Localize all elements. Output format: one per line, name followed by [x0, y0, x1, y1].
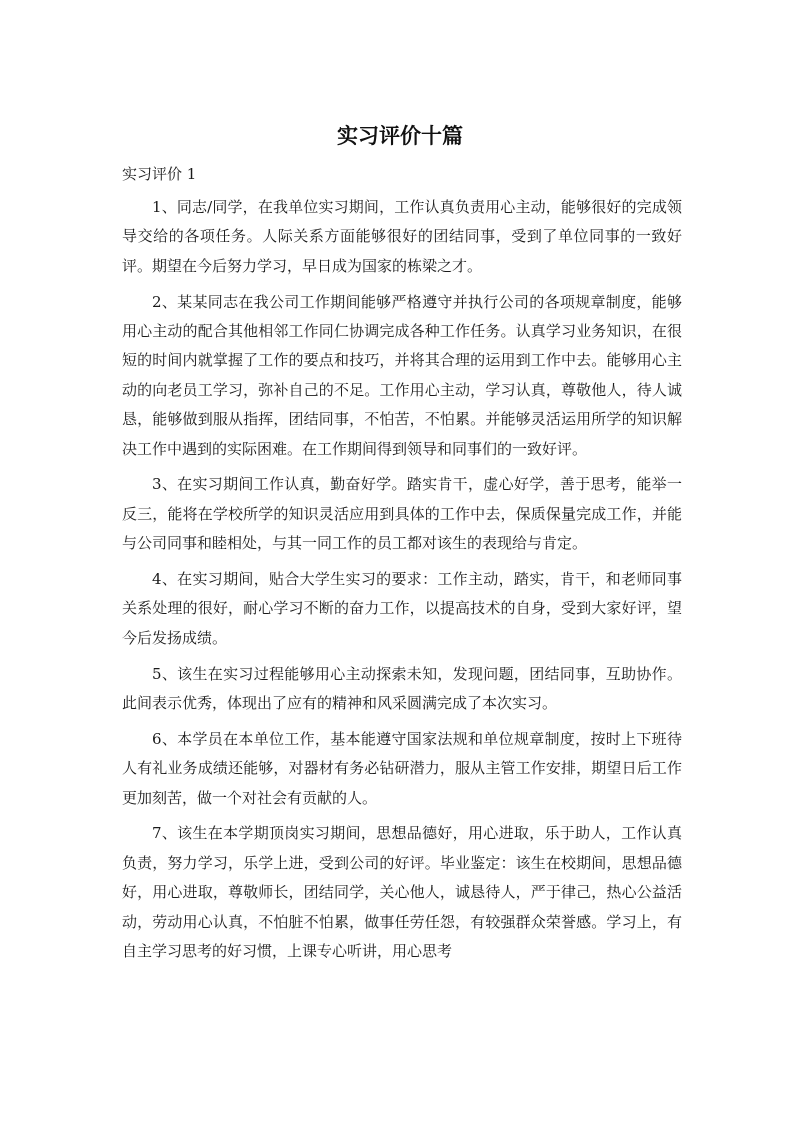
paragraph-5: 5、该生在实习过程能够用心主动探索未知，发现问题，团结同事，互助协作。此间表示优秀，体现出了应有的精神和风采圆满完成了本次实习。 [122, 664, 682, 713]
paragraph-1: 1、同志/同学，在我单位实习期间，工作认真负责用心主动，能够很好的完成领导交给的各项任务。人际关系方面能够很好的团结同事，受到了单位同事的一致好评。期望在今后努力学习，早日成为国家的栋梁之才。 [122, 198, 682, 275]
paragraph-6: 6、本学员在本单位工作，基本能遵守国家法规和单位规章制度，按时上下班待人有礼业务成绩还能够，对器材有务必钻研潜力，服从主管工作安排，期望日后工作更加刻苦，做一个对社会有贡献的人。 [122, 729, 682, 807]
section-title: 实习评价 1 [122, 165, 197, 183]
paragraph-3: 3、在实习期间工作认真，勤奋好学。踏实肯干，虚心好学，善于思考，能举一反三，能将在学校所学的知识灵活应用到具体的工作中去，保质保量完成工作，并能与公司同事和睦相处，与其一同工作的员工都对该生的表现给与肯定。 [122, 475, 682, 553]
paragraph-4: 4、在实习期间，贴合大学生实习的要求：工作主动，踏实，肯干，和老师同事关系处理的很好，耐心学习不断的奋力工作，以提高技术的自身，受到大家好评，望今后发扬成绩。 [122, 570, 682, 647]
paragraph-2: 2、某某同志在我公司工作期间能够严格遵守并执行公司的各项规章制度，能够用心主动的配合其他相邻工作同仁协调完成各种工作任务。认真学习业务知识，在很短的时间内就掌握了工作的要点和技巧，并将其合理的运用到工作中去。能够用心主动的向老员工学习，弥补自己的不足。工作用心主动，学习认真，尊敬他人，待人诚恳，能够做到服从指挥，团结同事，不怕苦，不怕累。并能够灵活运用所学的知识解决工作中遇到的实际困难。在工作期间得到领导和同事们的一致好评。 [122, 292, 682, 458]
paragraph-7: 7、该生在本学期顶岗实习期间，思想品德好，用心进取，乐于助人，工作认真负责，努力学习，乐学上进，受到公司的好评。毕业鉴定：该生在校期间，思想品德好，用心进取，尊敬师长，团结同学，关心他人，诚恳待人，严于律己，热心公益活动，劳动用心认真，不怕脏不怕累，做事任劳任怨，有较强群众荣誉感。学习上，有自主学习思考的好习惯，上课专心听讲，用心思考 [122, 824, 682, 961]
document-body [122, 193, 682, 973]
document-title: 实习评价十篇 [337, 124, 463, 148]
